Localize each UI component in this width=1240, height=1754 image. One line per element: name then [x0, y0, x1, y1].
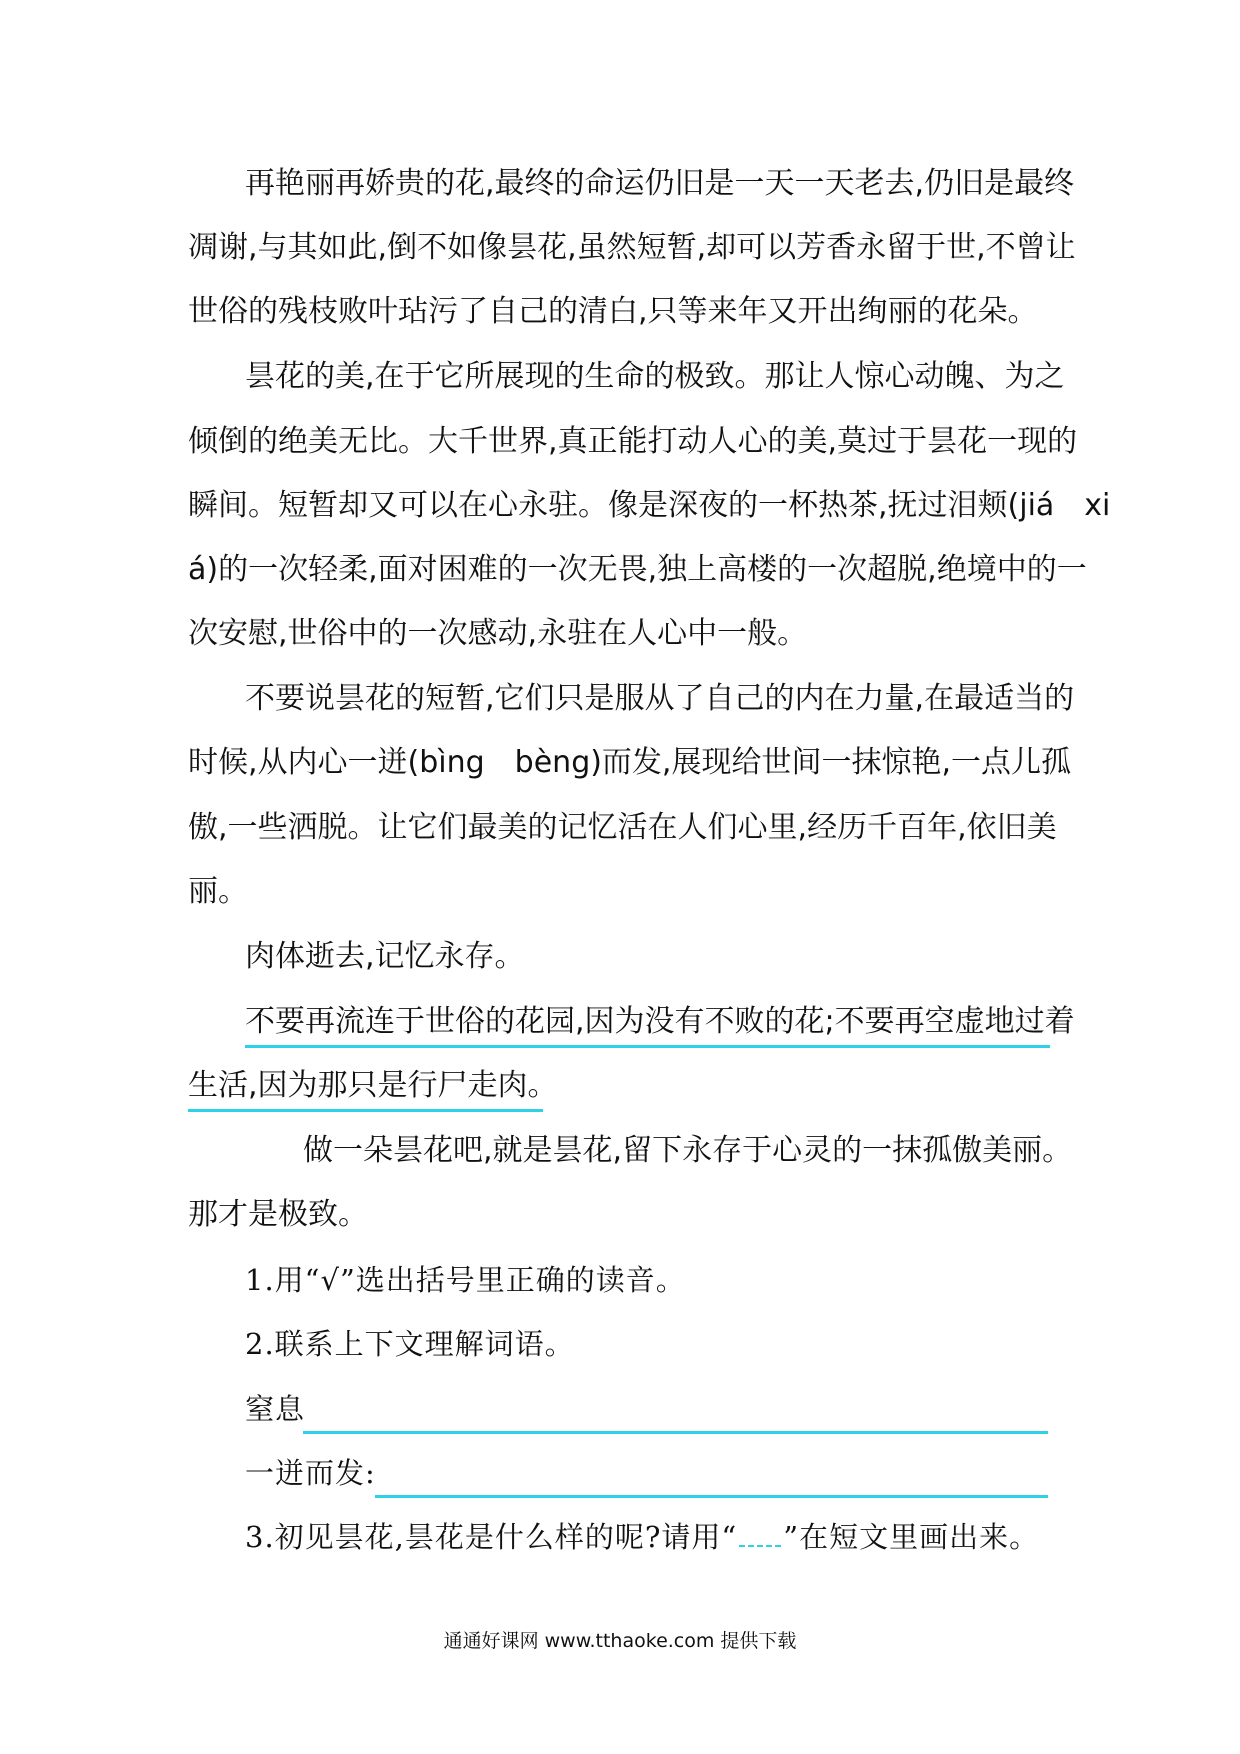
passage-line: 倾倒的绝美无比。大千世界,真正能打动人心的美,莫过于昙花一现的	[188, 424, 1078, 459]
passage-line: 再艳丽再娇贵的花,最终的命运仍旧是一天一天老去,仍旧是最终	[245, 166, 1075, 201]
question-2: 2.联系上下文理解词语。	[245, 1327, 575, 1361]
question-3-text-after: ”在短文里画出来。	[783, 1520, 1040, 1554]
passage-line: 傲,一些洒脱。让它们最美的记忆活在人们心里,经历千百年,依旧美	[188, 810, 1057, 845]
dashed-underline-mark	[739, 1531, 781, 1547]
sentence-underline	[245, 1045, 1050, 1048]
question-3-text-before: 3.初见昙花,昙花是什么样的呢?请用“	[245, 1520, 738, 1554]
passage-line: 那才是极致。	[188, 1197, 368, 1232]
passage-line: 肉体逝去,记忆永存。	[245, 939, 525, 974]
passage-line: á)的一次轻柔,面对困难的一次无畏,独上高楼的一次超脱,绝境中的一	[188, 552, 1087, 587]
question-1: 1.用“√”选出括号里正确的读音。	[245, 1263, 686, 1297]
passage-line: 次安慰,世俗中的一次感动,永驻在人心中一般。	[188, 616, 808, 651]
passage-line: 瞬间。短暂却又可以在心永驻。像是深夜的一杯热茶,抚过泪颊(jiá xi	[188, 488, 1111, 523]
passage-line: 世俗的残枝败叶玷污了自己的清白,只等来年又开出绚丽的花朵。	[188, 294, 1038, 329]
page-footer: 通通好课网 www.tthaoke.com 提供下载	[443, 1630, 797, 1652]
question-3	[245, 1517, 1039, 1557]
underlined-sentence-line: 不要再流连于世俗的花园,因为没有不败的花;不要再空虚地过着	[245, 1004, 1075, 1039]
underlined-sentence-line: 生活,因为那只是行尸走肉。	[188, 1068, 558, 1103]
answer-blank-yibeng[interactable]	[375, 1495, 1048, 1498]
passage-line: 做一朵昙花吧,就是昙花,留下永存于心灵的一抹孤傲美丽。	[303, 1133, 1073, 1168]
passage-line: 丽。	[188, 874, 248, 909]
passage-line: 时候,从内心一迸(bìng bèng)而发,展现给世间一抹惊艳,一点儿孤	[188, 745, 1072, 780]
sentence-underline	[188, 1109, 543, 1112]
passage-line: 不要说昙花的短暂,它们只是服从了自己的内在力量,在最适当的	[245, 681, 1075, 716]
answer-blank-zhixi[interactable]	[303, 1431, 1048, 1434]
term-label-zhixi: 窒息	[245, 1392, 306, 1426]
passage-line: 昙花的美,在于它所展现的生命的极致。那让人惊心动魄、为之	[245, 359, 1065, 394]
passage-line: 凋谢,与其如此,倒不如像昙花,虽然短暂,却可以芳香永留于世,不曾让	[188, 230, 1076, 265]
term-label-yibeng: 一迸而发:	[245, 1456, 376, 1490]
